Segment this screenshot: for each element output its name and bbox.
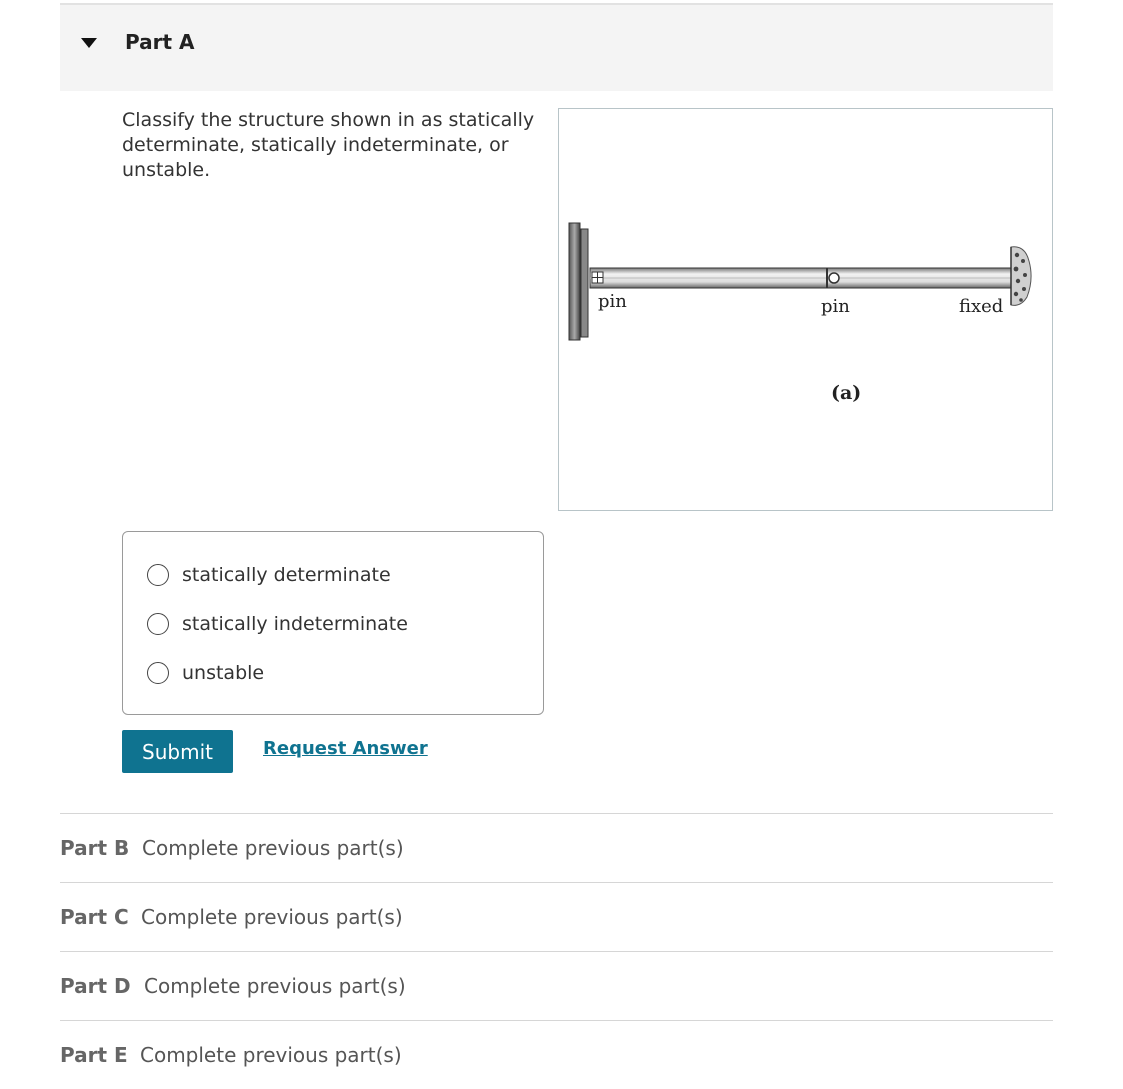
part-a-header[interactable] (60, 3, 1053, 91)
part-c-label: Part C (60, 905, 129, 929)
choice-label: unstable (182, 662, 265, 684)
part-b-label: Part B (60, 836, 130, 860)
part-e-row[interactable] (60, 1020, 1053, 1089)
label-pin-left: pin (598, 291, 627, 312)
answer-choices (122, 531, 544, 715)
choice-unstable[interactable] (147, 662, 264, 684)
part-d-status: Complete previous part(s) (144, 974, 406, 998)
part-b-row[interactable] (60, 813, 1053, 882)
radio-button[interactable] (147, 564, 169, 586)
choice-statically-indeterminate[interactable] (147, 613, 408, 635)
fixed-support-icon (1011, 247, 1031, 306)
part-d-label: Part D (60, 974, 131, 998)
radio-button[interactable] (147, 662, 169, 684)
question-text: Classify the structure shown in as statically determinate, statically indeterminate, or unstable. (122, 109, 535, 181)
part-d-row[interactable] (60, 951, 1053, 1020)
choice-label: statically determinate (182, 564, 391, 586)
label-pin-middle: pin (821, 296, 850, 317)
request-answer-link[interactable]: Request Answer (263, 738, 428, 759)
structure-figure (558, 108, 1053, 511)
part-e-status: Complete previous part(s) (140, 1043, 402, 1067)
part-b-status: Complete previous part(s) (142, 836, 404, 860)
left-pin-icon (592, 272, 603, 283)
figure-caption: (a) (831, 382, 862, 404)
left-wall-support (569, 223, 588, 340)
beam (590, 268, 1011, 288)
choice-label: statically indeterminate (182, 613, 408, 635)
choice-statically-determinate[interactable] (147, 564, 391, 586)
beam-diagram (559, 109, 1052, 510)
part-c-row[interactable] (60, 882, 1053, 951)
submit-button[interactable]: Submit (122, 730, 233, 773)
radio-button[interactable] (147, 613, 169, 635)
label-fixed: fixed (959, 296, 1004, 317)
part-c-status: Complete previous part(s) (141, 905, 403, 929)
part-e-label: Part E (60, 1043, 128, 1067)
part-a-title: Part A (125, 30, 195, 54)
collapse-caret-icon[interactable] (81, 38, 97, 48)
